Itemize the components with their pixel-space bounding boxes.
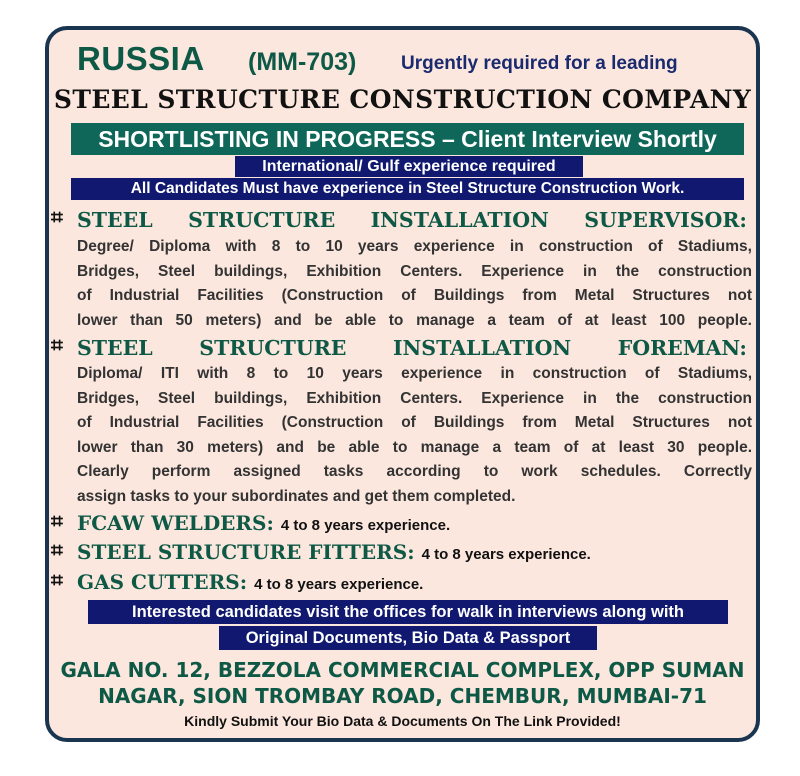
desc-line: Diploma/ ITI with 8 to 10 years experience in construction of Stadiums,	[77, 365, 752, 382]
job-desc-supervisor	[77, 235, 752, 333]
job-title-foreman: STEEL STRUCTURE INSTALLATION FOREMAN:	[77, 336, 747, 360]
job-code: (MM-703)	[248, 48, 357, 76]
address-line-1: GALA NO. 12, BEZZOLA COMMERCIAL COMPLEX, OPP SUMAN	[60, 658, 745, 682]
job-title-text: STEEL STRUCTURE FITTERS:	[77, 540, 415, 564]
job-advert-card	[45, 26, 760, 742]
desc-line: Degree/ Diploma with 8 to 10 years experience in construction of Stadiums,	[77, 238, 752, 255]
job-title-fitters	[77, 540, 591, 564]
documents-banner: Original Documents, Bio Data & Passport	[219, 626, 597, 650]
urgent-text: Urgently required for a leading	[401, 53, 678, 74]
desc-line: Bridges, Steel buildings, Exhibition Centers. Experience in the construction	[77, 262, 752, 280]
experience-text: 4 to 8 years experience.	[421, 546, 591, 563]
hash-icon: ⌗	[51, 334, 63, 357]
hash-icon: ⌗	[51, 510, 63, 533]
job-title-welders	[77, 511, 450, 535]
address-line-2: NAGAR, SION TROMBAY ROAD, CHEMBUR, MUMBAI-71	[98, 684, 707, 708]
desc-line: Bridges, Steel buildings, Exhibition Centers. Experience in the construction	[77, 389, 752, 407]
experience-text: 4 to 8 years experience.	[254, 576, 424, 593]
company-heading: STEEL STRUCTURE CONSTRUCTION COMPANY	[53, 85, 752, 114]
job-title-gas-cutters	[77, 570, 423, 594]
hash-icon: ⌗	[51, 206, 63, 229]
desc-line: of Industrial Facilities (Construction of Buildings from Metal Structures not	[77, 414, 752, 431]
walk-in-banner: Interested candidates visit the offices for walk in interviews along with	[88, 600, 728, 624]
job-title-text: FCAW WELDERS:	[77, 511, 274, 535]
experience-text: 4 to 8 years experience.	[280, 517, 451, 534]
candidates-banner: All Candidates Must have experience in Steel Structure Construction Work.	[71, 178, 744, 200]
hash-icon: ⌗	[51, 539, 63, 562]
submit-note: Kindly Submit Your Bio Data & Documents On The Link Provided!	[184, 713, 621, 729]
desc-line: lower than 50 meters) and be able to manage a team of at least 100 people.	[77, 311, 752, 329]
desc-line: lower than 30 meters) and be able to manage a team of at least 30 people.	[77, 438, 752, 456]
job-desc-foreman	[77, 362, 752, 509]
shortlisting-banner: SHORTLISTING IN PROGRESS – Client Interview Shortly	[71, 123, 744, 155]
country-heading: RUSSIA	[77, 40, 205, 77]
job-title-text: GAS CUTTERS:	[77, 570, 248, 594]
hash-icon: ⌗	[51, 569, 63, 592]
job-title-supervisor: STEEL STRUCTURE INSTALLATION SUPERVISOR:	[77, 208, 747, 232]
international-banner: International/ Gulf experience required	[235, 156, 583, 177]
desc-line: Clearly perform assigned tasks according to work schedules. Correctly	[77, 463, 752, 480]
desc-line: of Industrial Facilities (Construction of Buildings from Metal Structures not	[77, 287, 752, 304]
desc-line: assign tasks to your subordinates and get them completed.	[77, 487, 516, 505]
